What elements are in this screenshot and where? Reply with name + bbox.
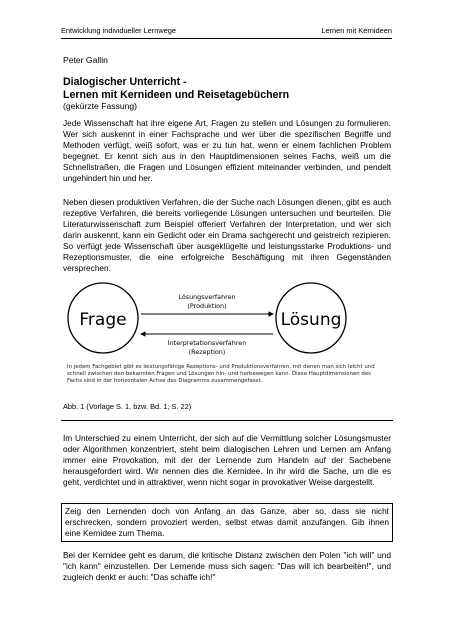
paragraph-3: Im Unterschied zu einem Unterricht, der sich auf die Vermittlung solcher Lösungsmuster oder Algorithmen konzentriert, steht beim dialogischen Lehren und Lernen am Anfang immer eine Provokation, mit der der Lernende zum Handeln auf der Sachebene herausgefordert wird. Wir nennen dies die Kernidee. In ihr wird die Sache, um die es geht, verdichtet und in attraktiver, wenn nicht sogar in provokativer Weise dargestellt.: [63, 433, 391, 487]
subtitle: (gekürzte Fassung): [63, 101, 138, 111]
page-title: [63, 76, 393, 101]
production-label-1: Lösungsverfahren: [178, 293, 236, 301]
figure-caption: In jedem Fachgebiet gibt es leistungsfähige Rezeptions- und Produktionsverfahren, mit denen man sich leicht und schnell zwischen den bekannten Fragen und Lösungen hin- und herbewegen kann. Diese Hauptdimensionen des Fachs sind in der horizontalen Achse des Diagramms zusammengefasst.: [67, 364, 375, 384]
paragraph-1: Jede Wissenschaft hat ihre eigene Art, Fragen zu stellen und Lösungen zu formulieren. Wer sich auskennt in einer Fachsprache und wer über die spezifischen Begriffe und Methoden verfügt, weiß sofort, was er zu tun hat, wenn er einem fachlichen Problem begegnet. Er kennt sich aus in den Hauptdimensionen seines Fachs, weiß um die Schnellstraßen, die Fragen und Lösungen effizient miteinander verbinden, und pendelt ungehindert hin und her.: [63, 118, 391, 183]
author: Peter Gallin: [63, 55, 108, 65]
highlight-box: Zeig den Lernenden doch von Anfang an das Ganze, aber so, dass sie nicht erschrecken, sondern provoziert werden, selbst etwas damit anzufangen. Gib ihnen eine Kernidee zum Thema.: [61, 503, 393, 542]
diagram-svg: [63, 272, 393, 364]
title-line-1: Dialogischer Unterricht -: [63, 76, 187, 88]
figure-diagram: [63, 272, 393, 390]
frage-label: Frage: [79, 310, 127, 330]
loesung-label: Lösung: [280, 310, 342, 330]
production-label-2: (Produktion): [187, 302, 227, 310]
title-line-2: Lernen mit Kernideen und Reisetagebüchern: [63, 88, 290, 101]
figure-label: Abb. 1 (Vorlage S. 1, bzw. Bd. 1, S. 22): [63, 402, 192, 411]
paragraph-4: Bei der Kernidee geht es darum, die kritische Distanz zwischen den Polen "ich will" und "ich kann" einzustellen. Der Lernende muss sich sagen: "Das will ich bearbeiten!", und zugleich denkt er auch: "Das schaffe ich!": [63, 550, 391, 582]
reception-label-1: Interpretationsverfahren: [167, 339, 247, 347]
header-right: Lernen mit Kernideen: [321, 26, 392, 35]
divider: [61, 420, 393, 421]
reception-label-2: (Rezeption): [188, 348, 226, 356]
page-header: [61, 26, 392, 39]
paragraph-2: Neben diesen produktiven Verfahren, die der Suche nach Lösungen dienen, gibt es auch rezeptive Verfahren, die bereits vorliegende Lösungen untersuchen und beurteilen. Die Literaturwissenschaft zum Beispiel offeriert Verfahren der Interpretation, und wer sich darin auskennt, kann ein Gedicht oder ein Drama sachgerecht und geistreich rezipieren. So verfügt jede Wissenschaft über ausgeklügelte und leistungsstarke Produktions- und Rezeptionsmuster, die eine erfolgreiche Beschäftigung mit ihren Gegenständen versprechen.: [63, 197, 391, 273]
header-left: Entwicklung individueller Lernwege: [61, 26, 177, 35]
